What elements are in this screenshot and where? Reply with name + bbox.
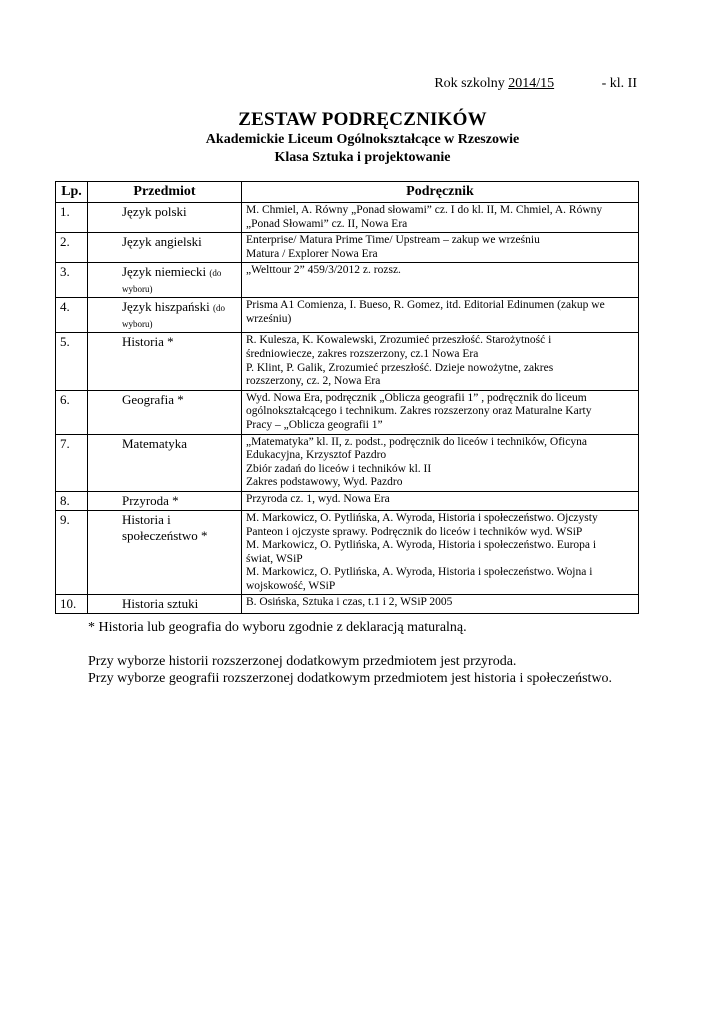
textbook-line: Edukacyjna, Krzysztof Pazdro <box>246 449 387 462</box>
subject-cell <box>88 491 242 510</box>
school-year-line <box>434 76 637 92</box>
table-row <box>56 491 639 510</box>
textbook-line: wrześniu) <box>246 312 292 325</box>
subject-cell <box>88 203 242 233</box>
class-level-label: - kl. II <box>601 76 637 91</box>
textbook-line: rozszerzony, cz. 2, Nowa Era <box>246 375 381 388</box>
table-row <box>56 510 639 595</box>
header-lp: Lp. <box>56 182 88 203</box>
header-textbook: Podręcznik <box>242 182 639 203</box>
textbook-line: Matura / Explorer Nowa Era <box>246 247 378 260</box>
textbook-line: M. Markowicz, O. Pytlińska, A. Wyroda, Historia i społeczeństwo. Europa i <box>246 539 597 552</box>
table-row <box>56 263 639 298</box>
textbook-table <box>55 181 639 614</box>
subject-name: Język niemiecki <box>122 264 207 280</box>
subject-name: Język angielski <box>122 234 202 250</box>
subject-name: Przyroda * <box>122 492 179 508</box>
table-row <box>56 434 639 491</box>
row-number: 3. <box>56 263 88 298</box>
row-number: 10. <box>56 595 88 614</box>
textbook-cell <box>242 595 639 614</box>
subject-name: Matematyka <box>122 435 187 451</box>
textbook-line: Wyd. Nowa Era, podręcznik „Oblicza geografii 1” , podręcznik do liceum <box>246 391 587 404</box>
textbook-line: świat, WSiP <box>246 552 303 565</box>
textbook-line: M. Markowicz, O. Pytlińska, A. Wyroda, Historia i społeczeństwo. Wojna i <box>246 566 593 579</box>
subject-cell <box>88 233 242 263</box>
row-number: 2. <box>56 233 88 263</box>
subject-cell <box>88 434 242 491</box>
subject-cell <box>88 510 242 595</box>
textbook-line: Zbiór zadań do liceów i techników kl. II <box>246 462 432 475</box>
textbook-line: B. Osińska, Sztuka i czas, t.1 i 2, WSiP 2005 <box>246 596 453 609</box>
textbook-line: Enterprise/ Matura Prime Time/ Upstream – zakup we wrześniu <box>246 234 540 247</box>
textbook-cell <box>242 333 639 390</box>
table-header-row <box>56 182 639 203</box>
subject-cell <box>88 263 242 298</box>
class-name: Klasa Sztuka i projektowanie <box>274 150 451 165</box>
table-row <box>56 298 639 333</box>
subject-cell <box>88 333 242 390</box>
subject-cell <box>88 298 242 333</box>
school-year-value: 2014/15 <box>508 76 555 91</box>
textbook-cell <box>242 510 639 595</box>
table-row <box>56 233 639 263</box>
row-number: 5. <box>56 333 88 390</box>
textbook-cell <box>242 298 639 333</box>
subject-cell <box>88 390 242 434</box>
textbook-line: R. Kulesza, K. Kowalewski, Zrozumieć przeszłość. Starożytność i <box>246 334 552 347</box>
school-name: Akademickie Liceum Ogólnokształcące w Rzeszowie <box>205 132 520 147</box>
subject-name: Język polski <box>122 204 187 219</box>
textbook-line: „Welttour 2” 459/3/2012 z. rozsz. <box>246 264 401 277</box>
textbook-line: ogólnokształcącego i technikum. Zakres rozszerzony oraz Maturalne Karty <box>246 405 592 418</box>
row-number: 4. <box>56 298 88 333</box>
textbook-line: „Matematyka” kl. II, z. podst., podręcznik do liceów i techników, Oficyna <box>246 435 587 448</box>
table-body <box>56 203 639 614</box>
header-subject: Przedmiot <box>88 182 242 203</box>
row-number: 6. <box>56 390 88 434</box>
subject-note: (do wyboru) <box>122 303 225 330</box>
textbook-line: Prisma A1 Comienza, I. Bueso, R. Gomez, itd. Editorial Edinumen (zakup we <box>246 299 605 312</box>
subject-name: Historia i społeczeństwo * <box>122 511 208 543</box>
table-row <box>56 333 639 390</box>
table-row <box>56 595 639 614</box>
textbook-cell <box>242 390 639 434</box>
document-title: ZESTAW PODRĘCZNIKÓW <box>238 109 487 130</box>
textbook-line: Panteon i ojczyste sprawy. Podręcznik do liceów i techników wyd. WSiP <box>246 525 583 538</box>
textbook-line: Pracy – „Oblicza geografii 1” <box>246 418 383 431</box>
textbook-cell <box>242 203 639 233</box>
textbook-cell <box>242 263 639 298</box>
row-number: 1. <box>56 203 88 233</box>
textbook-cell <box>242 233 639 263</box>
textbook-line: P. Klint, P. Galik, Zrozumieć przeszłość. Dzieje nowożytne, zakres <box>246 361 554 374</box>
footnote-history: Przy wyborze historii rozszerzonej dodatkowym przedmiotem jest przyroda. <box>88 654 517 669</box>
subject-name: Geografia * <box>122 391 184 407</box>
textbook-line: M. Chmiel, A. Równy „Ponad słowami” cz. I do kl. II, M. Chmiel, A. Równy <box>246 204 603 216</box>
textbook-line: Przyroda cz. 1, wyd. Nowa Era <box>246 492 390 505</box>
subject-name: Historia * <box>122 334 174 350</box>
textbook-line: Zakres podstawowy, Wyd. Pazdro <box>246 476 403 489</box>
textbook-line: średniowiecze, zakres rozszerzony, cz.1 Nowa Era <box>246 347 479 360</box>
subject-name: Język hiszpański <box>122 299 210 315</box>
subject-cell <box>88 595 242 614</box>
textbook-cell <box>242 434 639 491</box>
row-number: 7. <box>56 434 88 491</box>
row-number: 8. <box>56 491 88 510</box>
footnotes <box>88 619 688 687</box>
row-number: 9. <box>56 510 88 595</box>
table-row <box>56 390 639 434</box>
textbook-line: „Ponad Słowami” cz. II, Nowa Era <box>246 217 408 230</box>
textbook-line: M. Markowicz, O. Pytlińska, A. Wyroda, Historia i społeczeństwo. Ojczysty <box>246 511 598 524</box>
subject-name: Historia sztuki <box>122 596 199 612</box>
subject-note: (do wyboru) <box>122 268 222 295</box>
table-row <box>56 203 639 233</box>
textbook-line: wojskowość, WSiP <box>246 579 336 592</box>
school-year-label: Rok szkolny <box>434 76 505 91</box>
footnote-geography: Przy wyborze geografii rozszerzonej dodatkowym przedmiotem jest historia i społeczeństwo. <box>88 671 613 686</box>
textbook-cell <box>242 491 639 510</box>
footnote-star: * Historia lub geografia do wyboru zgodnie z deklaracją maturalną. <box>88 620 467 635</box>
